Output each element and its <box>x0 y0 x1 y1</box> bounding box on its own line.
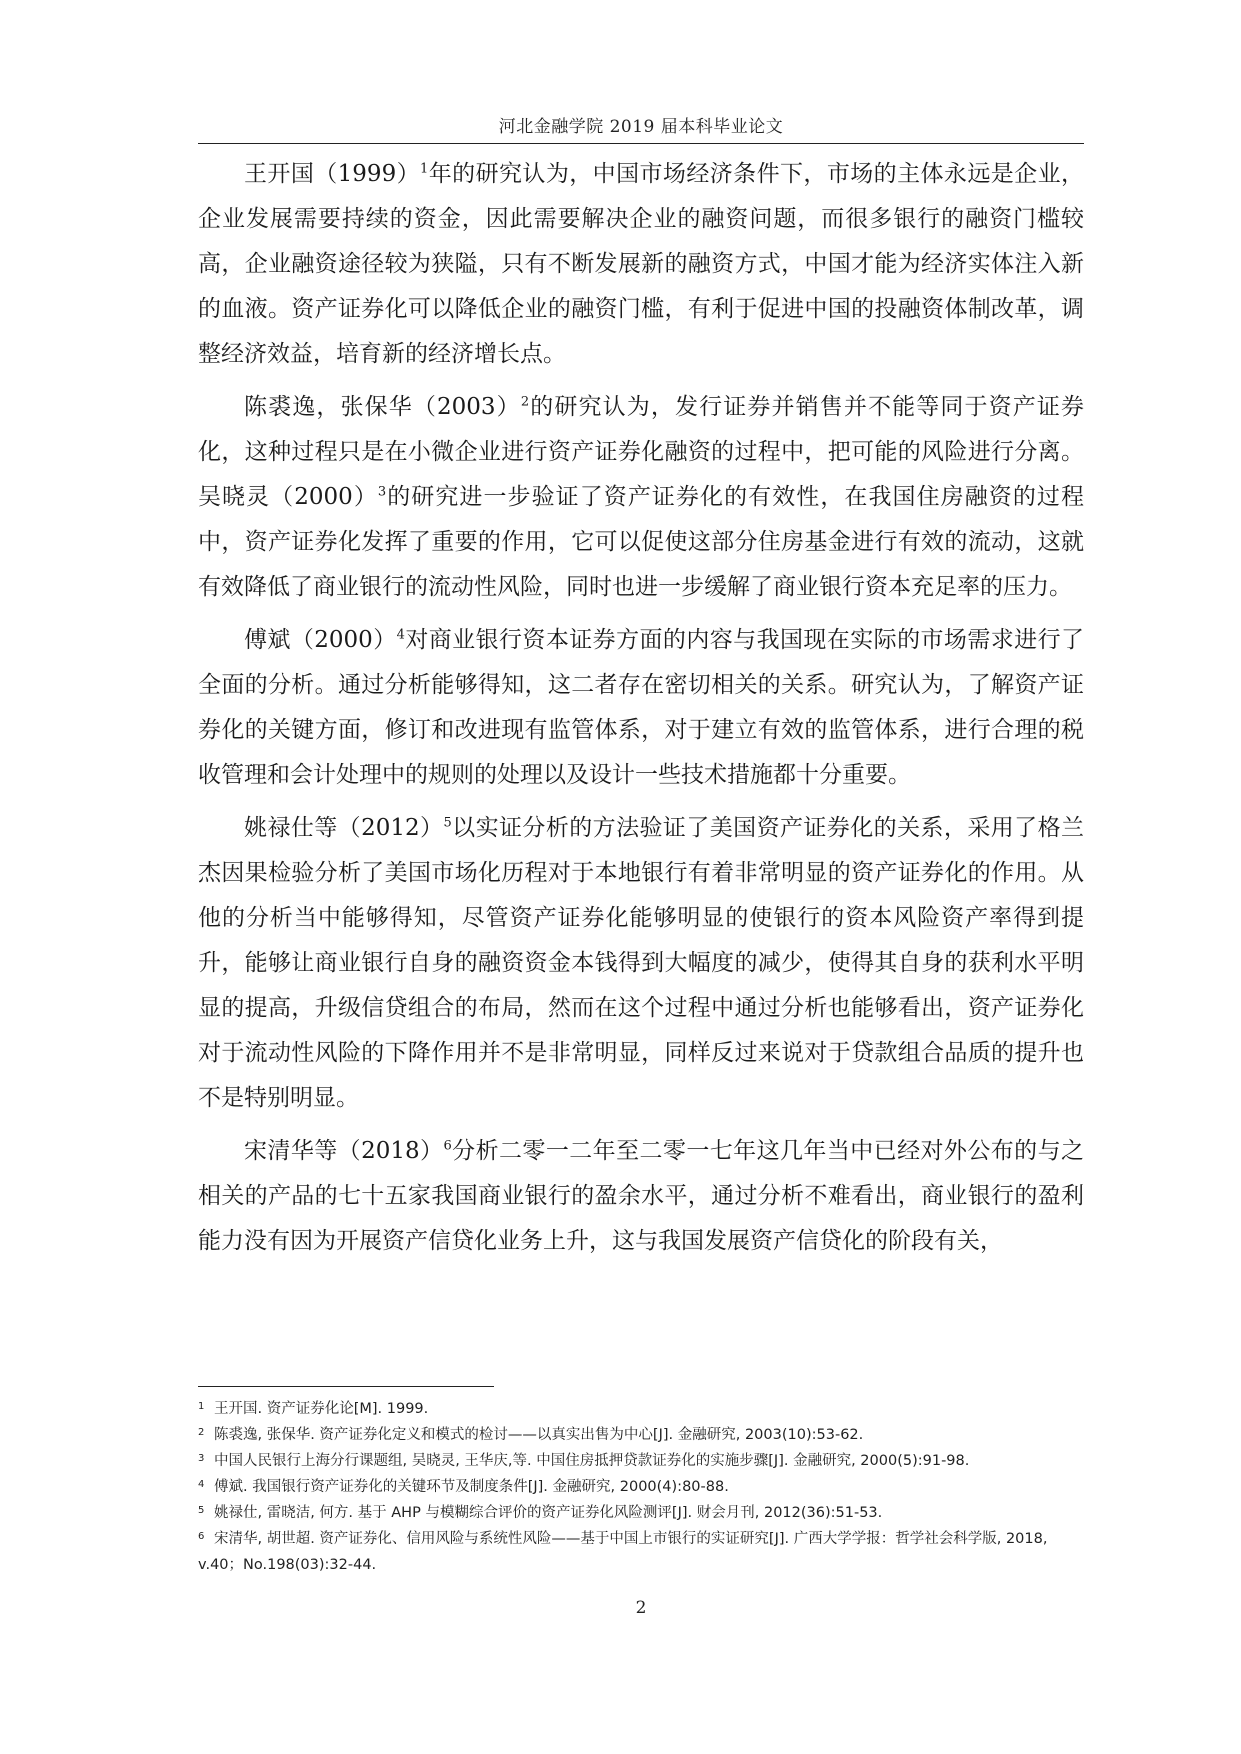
footnotes <box>198 1396 1084 1578</box>
footnote-ref: 6 <box>443 1138 452 1154</box>
header-divider <box>198 143 1084 144</box>
paragraph-text: 的研究进一步验证了资产证券化的有效性，在我国住房融资的过程中，资产证券化发挥了重要的作用，它可以促使这部分住房基金进行有效的流动，这就有效降低了商业银行的流动性风险，同时也进一步缓解了商业银行资本充足率的压力。 <box>198 484 1084 600</box>
paragraph <box>198 618 1084 798</box>
footnote-ref: 5 <box>443 815 452 831</box>
footnote-text: 王开国. 资产证券化论[M]. 1999. <box>214 1401 429 1417</box>
paragraph-text: 姚禄仕等（2012） <box>244 815 444 841</box>
footnote-ref: 1 <box>420 161 429 177</box>
running-header: 河北金融学院 2019 届本科毕业论文 <box>498 117 784 137</box>
paragraph-text: 宋清华等（2018） <box>244 1138 444 1164</box>
paragraph-text: 陈裘逸，张保华（2003） <box>244 394 521 420</box>
footnote-number: 2 <box>198 1427 205 1438</box>
paragraph-text: 的研究认为，发行证券并销售并不能等同于资产证券化，这种过程只是在小微企业进行资产证券化融资的过程中，把可能的风险进行分离。吴晓灵（2000） <box>198 394 1085 510</box>
footnote <box>198 1448 1084 1474</box>
footnote-number: 4 <box>198 1479 205 1490</box>
page-number: 2 <box>635 1598 647 1618</box>
footnote-number: 1 <box>198 1401 205 1412</box>
footnote-text: 宋清华, 胡世超. 资产证券化、信用风险与系统性风险——基于中国上市银行的实证研究[J]. 广西大学学报：哲学社会科学版, 2018, v.40；No.198(03):32-44. <box>198 1531 1048 1573</box>
paragraph-text: 年的研究认为，中国市场经济条件下，市场的主体永远是企业，企业发展需要持续的资金，因此需要解决企业的融资问题，而很多银行的融资门槛较高，企业融资途径较为狭隘，只有不断发展新的融资方式，中国才能为经济实体注入新的血液。资产证券化可以降低企业的融资门槛，有利于促进中国的投融资体制改革，调整经济效益，培育新的经济增长点。 <box>198 161 1084 367</box>
footnote <box>198 1474 1084 1500</box>
paragraph-text: 分析二零一二年至二零一七年这几年当中已经对外公布的与之相关的产品的七十五家我国商业银行的盈余水平，通过分析不难看出，商业银行的盈利能力没有因为开展资产信贷化业务上升，这与我国发展资产信贷化的阶段有关， <box>198 1138 1084 1254</box>
paragraph <box>198 1129 1084 1264</box>
footnote-text: 傅斌. 我国银行资产证券化的关键环节及制度条件[J]. 金融研究, 2000(4):80-88. <box>214 1479 729 1495</box>
footnote <box>198 1526 1084 1578</box>
footnote-text: 陈裘逸, 张保华. 资产证券化定义和模式的检讨——以真实出售为中心[J]. 金融研究, 2003(10):53-62. <box>214 1427 864 1443</box>
paragraph-text: 王开国（1999） <box>244 161 421 187</box>
paragraph-text: 对商业银行资本证券方面的内容与我国现在实际的市场需求进行了全面的分析。通过分析能够得知，这二者存在密切相关的关系。研究认为，了解资产证券化的关键方面，修订和改进现有监管体系，对于建立有效的监管体系，进行合理的税收管理和会计处理中的规则的处理以及设计一些技术措施都十分重要。 <box>198 627 1084 788</box>
paragraph <box>198 152 1084 377</box>
paragraph-text: 傅斌（2000） <box>244 627 397 653</box>
footnote <box>198 1500 1084 1526</box>
footnote-ref: 2 <box>520 394 530 410</box>
footnote-number: 5 <box>198 1505 205 1516</box>
footnote-ref: 4 <box>396 627 405 643</box>
footnote-number: 6 <box>198 1531 205 1542</box>
paragraph <box>198 806 1084 1121</box>
footnote <box>198 1422 1084 1448</box>
body-text <box>198 152 1084 1272</box>
footnote-text: 中国人民银行上海分行课题组, 吴晓灵, 王华庆,等. 中国住房抵押贷款证券化的实施步骤[J]. 金融研究, 2000(5):91-98. <box>214 1453 970 1469</box>
footnote-divider <box>198 1386 494 1387</box>
footnote <box>198 1396 1084 1422</box>
paragraph <box>198 385 1084 610</box>
footnote-number: 3 <box>198 1453 205 1464</box>
footnote-ref: 3 <box>377 484 387 500</box>
paragraph-text: 以实证分析的方法验证了美国资产证券化的关系，采用了格兰杰因果检验分析了美国市场化历程对于本地银行有着非常明显的资产证券化的作用。从他的分析当中能够得知，尽管资产证券化能够明显的使银行的资本风险资产率得到提升，能够让商业银行自身的融资资金本钱得到大幅度的减少，使得其自身的获利水平明显的提高，升级信贷组合的布局，然而在这个过程中通过分析也能够看出，资产证券化对于流动性风险的下降作用并不是非常明显，同样反过来说对于贷款组合品质的提升也不是特别明显。 <box>198 815 1084 1111</box>
footnote-text: 姚禄仕, 雷晓洁, 何方. 基于 AHP 与模糊综合评价的资产证券化风险测评[J]. 财会月刊, 2012(36):51-53. <box>214 1505 883 1521</box>
